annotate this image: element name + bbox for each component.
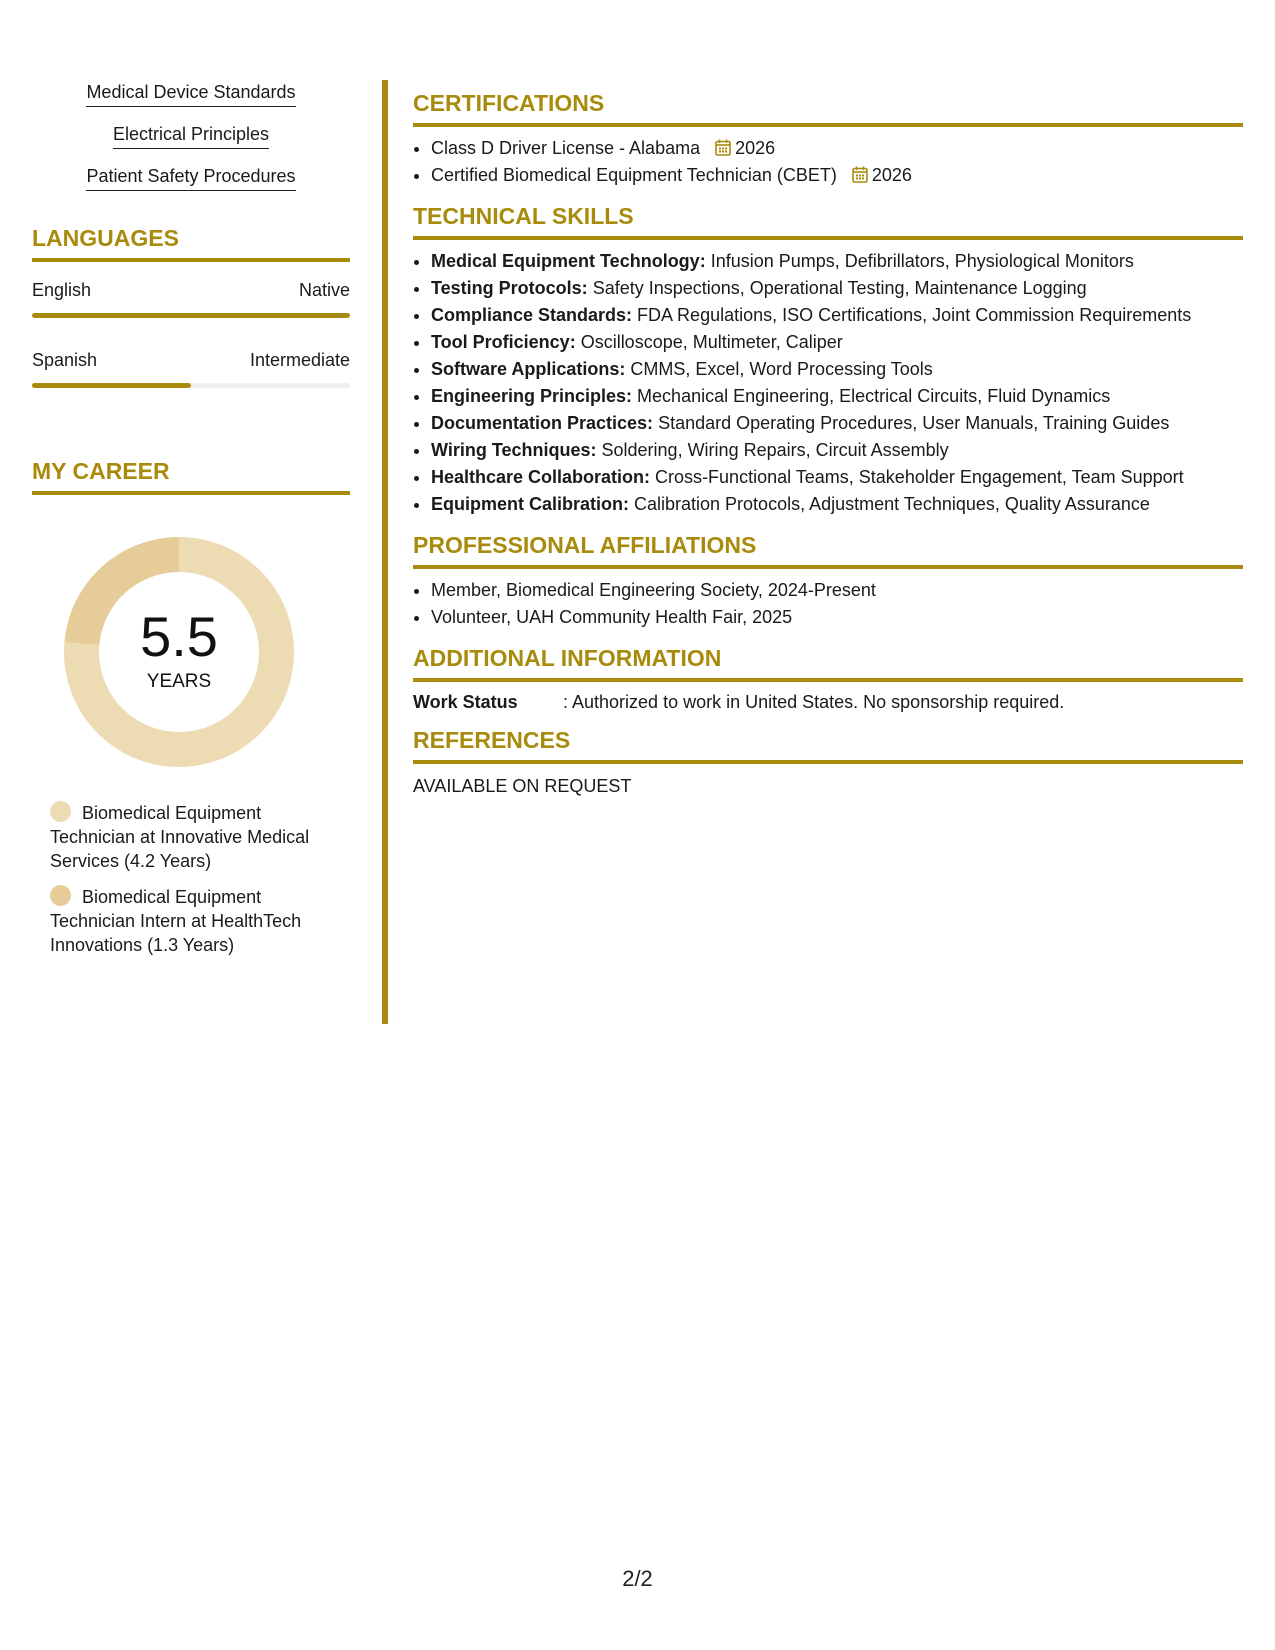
list-item: • Equipment Calibration: Calibration Protocols, Adjustment Techniques, Quality Assurance bbox=[431, 491, 1243, 518]
list-item: • Healthcare Collaboration: Cross-Functional Teams, Stakeholder Engagement, Team Support bbox=[431, 464, 1243, 491]
column-divider bbox=[382, 80, 388, 1024]
cert-year: 2026 bbox=[871, 165, 912, 185]
references-heading: REFERENCES bbox=[413, 727, 1243, 764]
list-item: • Documentation Practices: Standard Operating Procedures, User Manuals, Training Guides bbox=[431, 410, 1243, 437]
certifications-heading: CERTIFICATIONS bbox=[413, 90, 1243, 127]
language-bar-fill bbox=[32, 313, 350, 318]
language-spanish bbox=[32, 350, 350, 388]
language-bar bbox=[32, 383, 350, 388]
languages-heading: LANGUAGES bbox=[32, 225, 350, 262]
language-name: Spanish bbox=[32, 350, 98, 370]
cert-year: 2026 bbox=[735, 138, 776, 158]
page-number: 2/2 bbox=[622, 1566, 653, 1591]
list-item: • Certified Biomedical Equipment Technician (CBET) 2026 bbox=[431, 162, 1243, 189]
work-status-row bbox=[413, 692, 1243, 713]
language-level: Native bbox=[298, 280, 350, 300]
work-status-label: Work Status bbox=[413, 692, 518, 712]
language-bar bbox=[32, 313, 350, 318]
legend-dot bbox=[50, 885, 71, 906]
calendar-icon bbox=[852, 166, 868, 183]
list-item: • Tool Proficiency: Oscilloscope, Multimeter, Caliper bbox=[431, 329, 1243, 356]
list-item: • Volunteer, UAH Community Health Fair, 2025 bbox=[431, 604, 1243, 631]
legend-dot bbox=[50, 801, 71, 822]
work-status-value: : Authorized to work in United States. No sponsorship required. bbox=[563, 692, 1065, 712]
standards-list bbox=[32, 82, 350, 191]
list-item: • Testing Protocols: Safety Inspections, Operational Testing, Maintenance Logging bbox=[431, 275, 1243, 302]
technical-skills-heading: TECHNICAL SKILLS bbox=[413, 203, 1243, 240]
calendar-icon bbox=[715, 139, 731, 156]
career-legend-item: Biomedical Equipment Technician Intern at HealthTech Innovations (1.3 Years) bbox=[50, 887, 302, 955]
career-legend-item: Biomedical Equipment Technician at Innovative Medical Services (4.2 Years) bbox=[50, 803, 310, 871]
right-column bbox=[413, 90, 1243, 797]
list-item: Electrical Principles bbox=[32, 124, 350, 149]
additional-info-heading: ADDITIONAL INFORMATION bbox=[413, 645, 1243, 682]
career-total: 5.5 bbox=[140, 605, 218, 668]
language-level: Intermediate bbox=[249, 350, 350, 370]
list-item: • Class D Driver License - Alabama 2026 bbox=[431, 135, 1243, 162]
affiliations-heading: PROFESSIONAL AFFILIATIONS bbox=[413, 532, 1243, 569]
skills-list bbox=[413, 248, 1243, 518]
language-bar-fill bbox=[32, 383, 191, 388]
list-item: • Wiring Techniques: Soldering, Wiring Repairs, Circuit Assembly bbox=[431, 437, 1243, 464]
affiliations-list bbox=[413, 577, 1243, 631]
list-item: Patient Safety Procedures bbox=[32, 166, 350, 191]
list-item: • Software Applications: CMMS, Excel, Word Processing Tools bbox=[431, 356, 1243, 383]
list-item: Medical Device Standards bbox=[32, 82, 350, 107]
language-english bbox=[32, 280, 350, 318]
career-heading: MY CAREER bbox=[32, 458, 350, 495]
list-item: • Compliance Standards: FDA Regulations, ISO Certifications, Joint Commission Requirements bbox=[431, 302, 1243, 329]
career-unit: YEARS bbox=[146, 671, 212, 692]
references-text: AVAILABLE ON REQUEST bbox=[413, 776, 632, 796]
list-item: • Member, Biomedical Engineering Society, 2024-Present bbox=[431, 577, 1243, 604]
left-column bbox=[32, 82, 350, 957]
language-name: English bbox=[32, 280, 92, 300]
certifications-list bbox=[413, 135, 1243, 189]
list-item: • Engineering Principles: Mechanical Engineering, Electrical Circuits, Fluid Dynamics bbox=[431, 383, 1243, 410]
career-donut-chart bbox=[64, 537, 294, 767]
list-item: • Medical Equipment Technology: Infusion Pumps, Defibrillators, Physiological Monitors bbox=[431, 248, 1243, 275]
